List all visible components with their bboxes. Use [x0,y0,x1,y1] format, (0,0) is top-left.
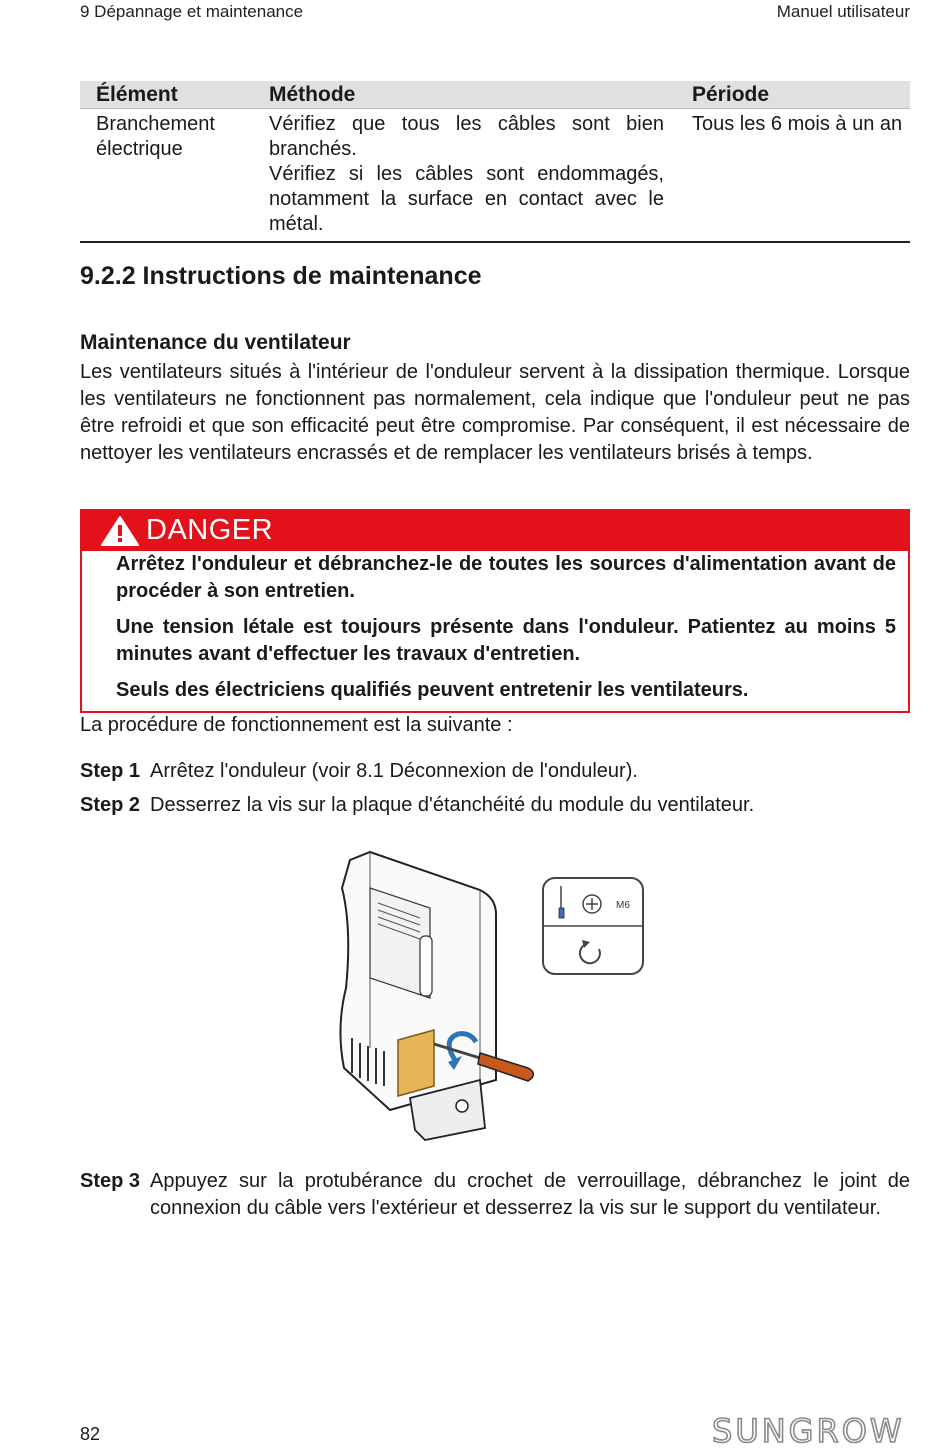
step-1-label: Step 1 [80,760,141,782]
step-1 [80,758,910,785]
header-manual: Manuel utilisateur [776,2,910,21]
danger-header [82,511,908,551]
sungrow-logo: SUNGROW [712,1412,905,1450]
danger-line-1: Arrêtez l'onduleur et débranchez-le de toutes les sources d'alimentation avant de procéder à son entretien. [116,553,896,602]
section-title: 9.2.2 Instructions de maintenance [80,262,482,290]
cell-period: Tous les 6 mois à un an [676,109,910,243]
step-2-text: Desserrez la vis sur la plaque d'étanchéité du module du ventilateur. [150,794,755,816]
danger-title: DANGER [146,514,274,546]
warning-triangle-icon [100,515,140,547]
table-row [80,109,910,243]
danger-line-3: Seuls des électriciens qualifiés peuvent entretenir les ventilateurs. [116,679,749,701]
method-line-1: Vérifiez que tous les câbles sont bien branchés. [269,113,664,160]
step-1-text: Arrêtez l'onduleur (voir 8.1 Déconnexion de l'onduleur). [150,760,638,782]
table-header-row [80,81,910,109]
maintenance-table [80,81,910,243]
danger-body [116,551,896,713]
fan-module-illustration [330,848,660,1148]
col-header-period: Période [676,81,910,109]
procedure-intro: La procédure de fonctionnement est la suivante : [80,714,513,736]
step-2 [80,792,910,819]
col-header-method: Méthode [251,81,676,109]
section-subtitle: Maintenance du ventilateur [80,331,351,354]
section-body: Les ventilateurs situés à l'intérieur de l'onduleur servent à la dissipation thermique. Lorsque les ventilateurs ne fonctionnent pas normalement, cela indique que l'onduleur peut ne pas être refroidi et que son efficacité peut être compromise. Par conséquent, il est nécessaire de nettoyer les ventilateurs encrassés et de remplacer les ventilateurs brisés à temps. [80,361,910,464]
step-3-label: Step 3 [80,1170,141,1192]
danger-line-2: Une tension létale est toujours présente dans l'onduleur. Patientez au moins 5 minutes avant d'effectuer les travaux d'entretien. [116,616,896,665]
cell-element: Branchement électrique [80,109,251,243]
col-header-element: Élément [80,81,251,109]
step-3-text: Appuyez sur la protubérance du crochet de verrouillage, débranchez le joint de connexion du câble vers l'extérieur et desserrez la vis sur le support du ventilateur. [150,1170,910,1219]
screw-size-label: M6 [616,900,630,911]
method-line-2: Vérifiez si les câbles sont endommagés, notamment la surface en contact avec le métal. [269,163,664,235]
cell-method [251,109,676,243]
step-2-label: Step 2 [80,794,141,816]
danger-box [80,509,910,713]
step-3 [80,1168,910,1219]
page-number: 82 [80,1424,101,1444]
header-chapter: 9 Dépannage et maintenance [80,2,304,21]
